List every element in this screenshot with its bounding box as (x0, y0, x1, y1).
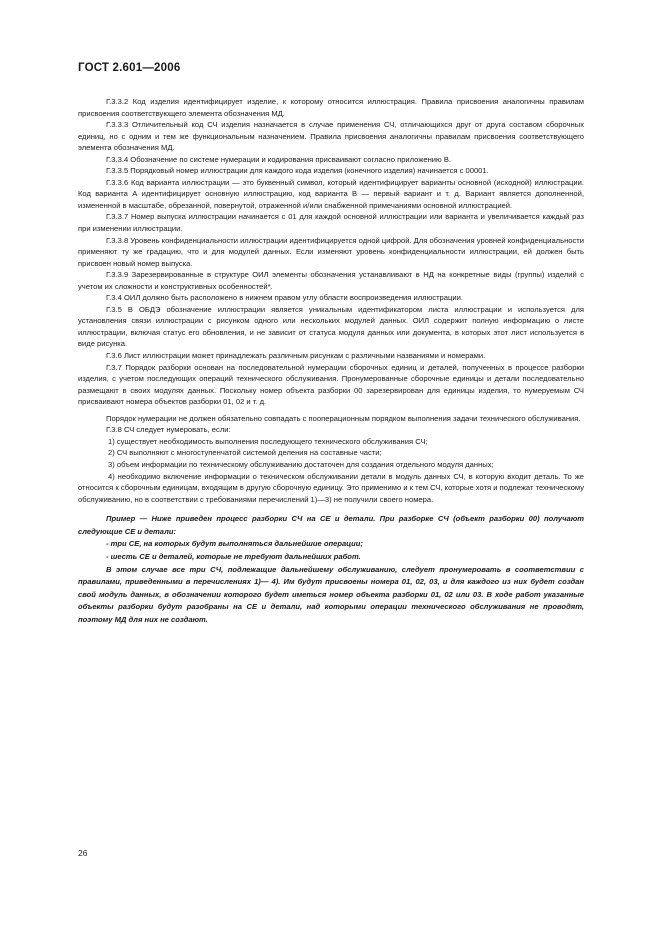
paragraph-g35: Г.3.5 В ОБДЭ обозначение иллюстрации является уникальным идентификатором листа иллюстрации и используется для установления связи иллюстрации с рисунком одного или нескольких модулей данных. ОИЛ содержит полную информацию о листе иллюстрации, включая статус его обновления, и не зависит от статуса модуля данных или документа, в которых этот лист используется в виде рисунка. (78, 304, 584, 349)
document-header: ГОСТ 2.601—2006 (78, 62, 181, 74)
list-item-3: 3) объем информации по техническому обслуживанию достаточен для создания отдельного модуля данных; (108, 459, 494, 469)
example-intro: Пример — Ниже приведен процесс разборки СЧ на СЕ и детали. При разборке СЧ (объект разборки 00) получают следующие СЕ и детали: (78, 514, 584, 536)
paragraph-g334: Г.3.3.4 Обозначение по системе нумерации и кодирования присваивают согласно приложению В. (106, 154, 452, 164)
paragraph-g336: Г.3.3.6 Код варианта иллюстрации — это буквенный символ, который идентифицирует варианты основной (исходной) иллюстрации. Код варианта А идентифицирует основную иллюстрацию, код варианта В — первый вариант и т. д. Вариант является дополненной, измененной в масштабе, обрезанной, повернутой, отраженной и/или снабженной примечаниями основной иллюстрацией. (78, 177, 584, 210)
list-item-2: 2) СЧ выполняют с многоступенчатой системой деления на составные части; (108, 448, 382, 458)
example-block (78, 513, 584, 626)
paragraph-g34: Г.3.4 ОИЛ должно быть расположено в нижнем правом углу области воспроизведения иллюстрации. (106, 293, 463, 303)
paragraph-g339: Г.3.3.9 Зарезервированные в структуре ОИЛ элементы обозначения устанавливают в НД на конкретные виды (группы) изделий с учетом их сложности и конструктивных особенностей*. (78, 270, 584, 291)
paragraph-g36: Г.3.6 Лист иллюстрации может принадлежать различным рисункам с различными названиями и номерами. (106, 351, 486, 361)
example-dash-item-2: - шесть СЕ и деталей, которые не требуют дальнейших работ. (106, 551, 361, 561)
paragraph-g332: Г.3.3.2 Код изделия идентифицирует изделие, к которому относится иллюстрация. Правила присвоения аналогичны правилам присвоения соответствующего элемента обозначения МД. (78, 97, 584, 118)
paragraph-numbering-order: Порядок нумерации не должен обязательно совпадать с пооперационным порядком выполнения задачи технического обслуживания. (106, 413, 581, 423)
paragraph-g37: Г.3.7 Порядок разборки основан на последовательной нумерации сборочных единиц и деталей, полученных в процессе разборки изделия, с учетом последующих операций технического обслуживания. Пронумерованные сборочные единицы и детали последовательно размещают в своих модулях данных. Поскольку номер объекта разборки 00 зарезервирован для единицы изделия, то нумеруемым СЧ присваивают номера объектов разборки 01, 02 и т. д. (78, 362, 584, 407)
example-dash-item-1: - три СЕ, на которых будут выполняться дальнейшие операции; (106, 539, 363, 549)
document-body (78, 96, 584, 626)
page-number: 26 (78, 848, 88, 858)
paragraph-g337: Г.3.3.7 Номер выпуска иллюстрации начинается с 01 для каждой основной иллюстрации или варианта и увеличивается каждый раз при изменении иллюстрации. (78, 212, 584, 234)
list-item-1: 1) существует необходимость выполнения последующего технического обслуживания СЧ; (108, 436, 428, 446)
example-conclusion: В этом случае все три СЧ, подлежащие дальнейшему обслуживанию, следует пронумеровать в соответствии с правилами, приведенными в перечислениях 1)— 4). Им будут присвоены номера 01, 02, 03, и для каждого из них будет создан свой модуль данных, в обозначении которого будет иметься номер объекта разборки 01, 02 или 03. В ходе работ указанные объекты разборки будут разобраны на СЕ и детали, над которыми операции технического обслуживания не проводят, поэтому МД для них не создают. (78, 564, 584, 624)
paragraph-g338: Г.3.3.8 Уровень конфиденциальности иллюстрации идентифицируется одной цифрой. Для обозначения уровней конфиденциальности применяют ту же градацию, что и для модулей данных. Если изменяют уровень конфиденциальности иллюстрации, ей должен быть присвоен новый номер выпуска. (78, 235, 584, 268)
paragraph-g38: Г.3.8 СЧ следует нумеровать, если: (106, 425, 231, 435)
paragraph-g335: Г.3.3.5 Порядковый номер иллюстрации для каждого кода изделия (конечного изделия) начинается с 00001. (106, 166, 489, 176)
paragraph-g333: Г.3.3.3 Отличительный код СЧ изделия назначается в случае применения СЧ, отличающихся друг от друга составом сборочных единиц, но с одним и тем же функциональным назначением. Правила присвоения аналогичны правилам присвоения соответствующего элемента обозначения МД. (78, 120, 584, 153)
list-item-4: 4) необходимо включение информации о техническом обслуживании детали в модуль данных СЧ, в которую входит деталь. То же относится к сборочным единицам, входящим в другую сборочную единицу. Это применимо и к тем СЧ, которые хотя и подлежат техническому обслуживанию, но в соответствии с требованиями перечислений 1)—3) не получили своего номера. (78, 471, 584, 504)
